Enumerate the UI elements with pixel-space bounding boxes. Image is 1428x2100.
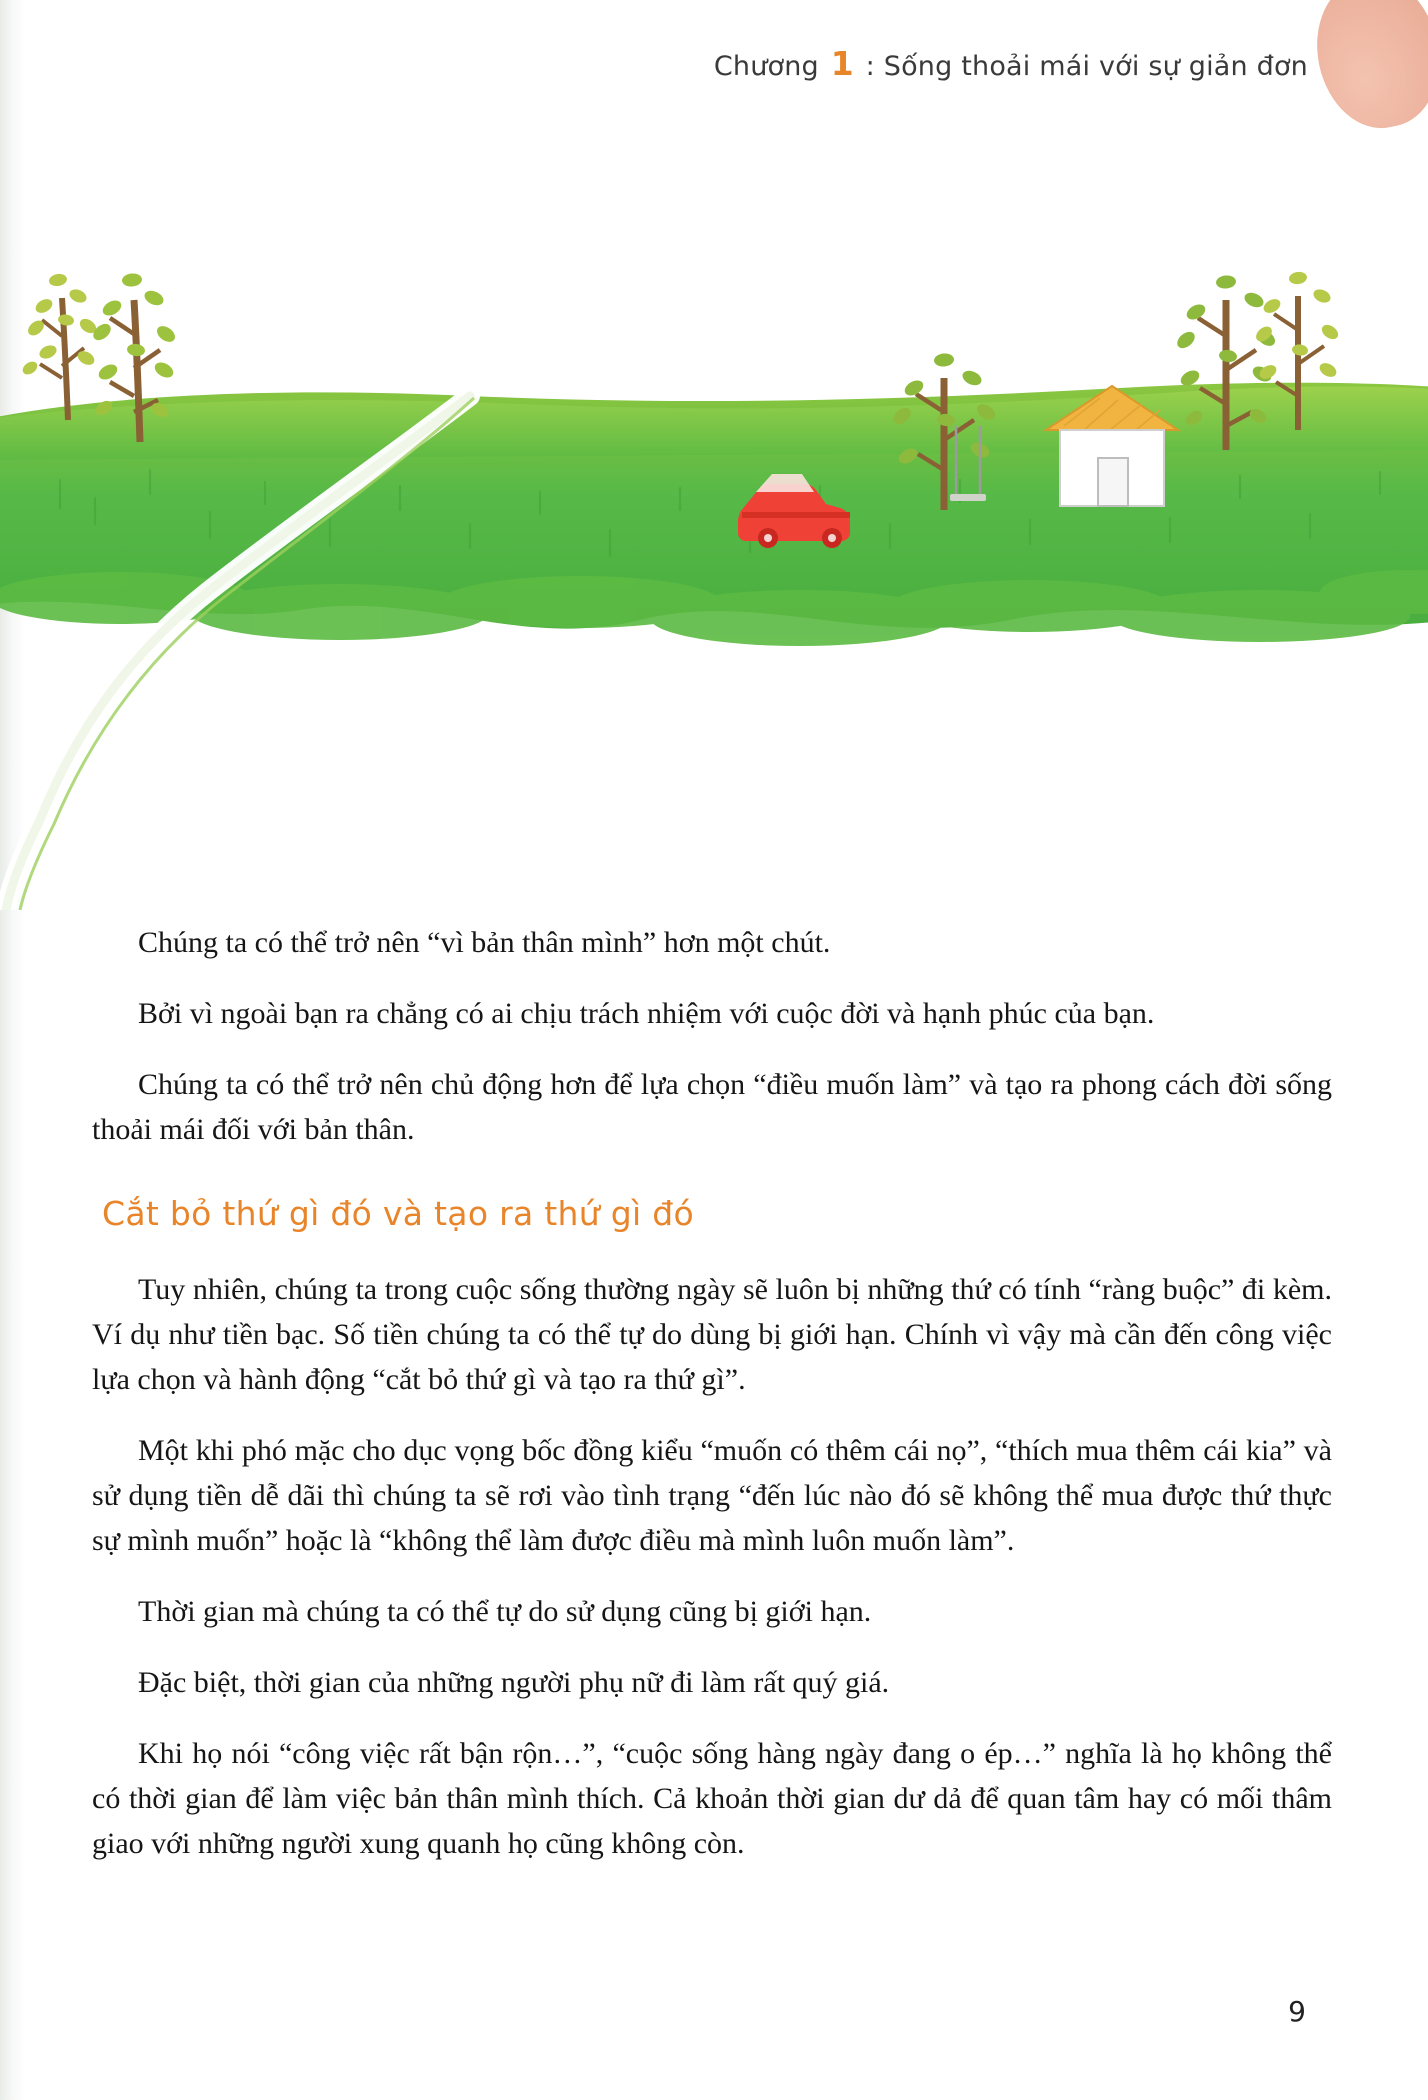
paragraph: Thời gian mà chúng ta có thể tự do sử dụng cũng bị giới hạn. bbox=[138, 1595, 872, 1628]
paragraph: Một khi phó mặc cho dục vọng bốc đồng kiểu “muốn có thêm cái nọ”, “thích mua thêm cái kia” và sử dụng tiền dễ dãi thì chúng ta sẽ rơi vào tình trạng “đến lúc nào đó sẽ không thể mua được thứ thực sự mình muốn” hoặc là “không thể làm được điều mà mình luôn muốn làm”. bbox=[92, 1434, 1332, 1557]
header-prefix: Chương bbox=[713, 51, 819, 82]
paragraph: Chúng ta có thể trở nên chủ động hơn để lựa chọn “điều muốn làm” và tạo ra phong cách đời sống thoải mái đối với bản thân. bbox=[92, 1068, 1332, 1146]
finger-holding-book bbox=[1304, 0, 1428, 139]
paragraph: Khi họ nói “công việc rất bận rộn…”, “cuộc sống hàng ngày đang o ép…” nghĩa là họ không thể có thời gian để làm việc bản thân mình thích. Cả khoản thời gian dư dả để quan tâm hay có mối thâm giao với những người xung quanh họ cũng không còn. bbox=[92, 1737, 1332, 1860]
page-number: 9 bbox=[1288, 1995, 1306, 2028]
header-title: : Sống thoải mái với sự giản đơn bbox=[865, 51, 1308, 82]
page-body bbox=[92, 920, 1332, 1892]
paragraph: Đặc biệt, thời gian của những người phụ nữ đi làm rất quý giá. bbox=[138, 1666, 890, 1699]
tree-left-1 bbox=[20, 273, 99, 420]
paragraph: Tuy nhiên, chúng ta trong cuộc sống thường ngày sẽ luôn bị những thứ có tính “ràng buộc” đi kèm. Ví dụ như tiền bạc. Số tiền chúng ta có thể tự do dùng bị giới hạn. Chính vì vậy mà cần đến công việc lựa chọn và hành động “cắt bỏ thứ gì và tạo ra thứ gì”. bbox=[92, 1273, 1332, 1396]
section-subheading: Cắt bỏ thứ gì đó và tạo ra thứ gì đó bbox=[102, 1194, 694, 1233]
running-header bbox=[714, 44, 1308, 83]
chapter-illustration bbox=[0, 120, 1428, 910]
paragraph: Bởi vì ngoài bạn ra chẳng có ai chịu trách nhiệm với cuộc đời và hạnh phúc của bạn. bbox=[138, 997, 1155, 1030]
paragraph: Chúng ta có thể trở nên “vì bản thân mình” hơn một chút. bbox=[138, 926, 831, 959]
header-chapter-number: 1 bbox=[830, 44, 854, 83]
